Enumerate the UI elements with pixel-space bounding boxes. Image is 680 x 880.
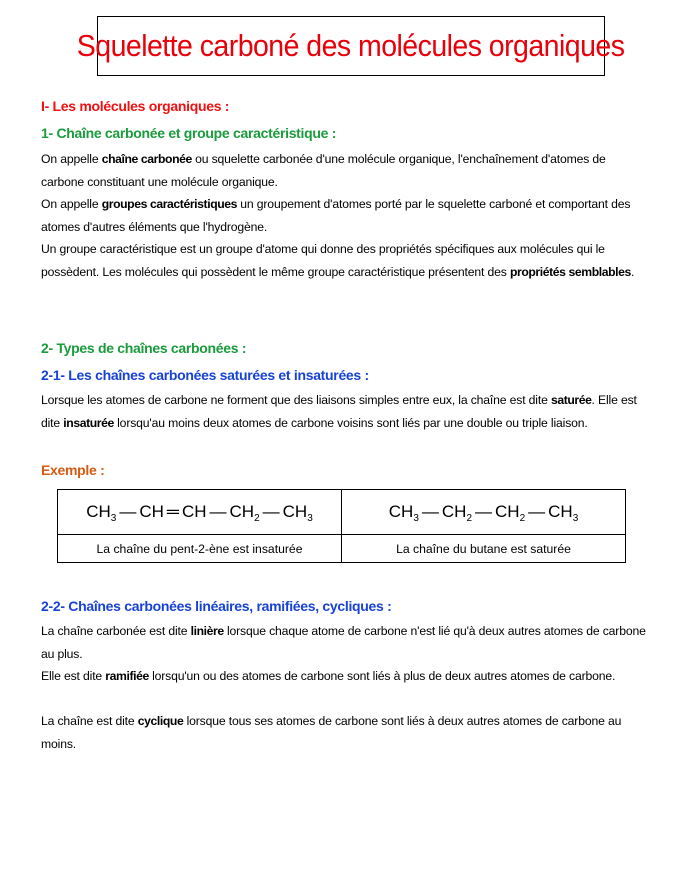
text: On appelle xyxy=(41,152,102,166)
text: Lorsque les atomes de carbone ne forment que des liaisons simples entre eux, la chaîne est dite xyxy=(41,393,551,407)
paragraph-chaine-carbonee xyxy=(41,148,651,193)
subscript: 3 xyxy=(413,513,419,524)
paragraph-ramifiee xyxy=(41,665,651,688)
paragraph-groupes xyxy=(41,193,651,238)
paragraph-groupe-caracteristique xyxy=(41,238,651,283)
caption-butane: La chaîne du butane est saturée xyxy=(342,535,626,563)
example-table xyxy=(57,489,626,563)
single-bond: — xyxy=(262,502,280,521)
caption-pent-2-ene: La chaîne du pent-2-ène est insaturée xyxy=(58,535,342,563)
single-bond: — xyxy=(528,502,546,521)
subscript: 2 xyxy=(254,513,260,524)
single-bond: — xyxy=(421,502,439,521)
text: lorsque tous ses atomes de carbone sont liés à deux autres atomes de carbone au moins. xyxy=(41,714,622,751)
text: . xyxy=(630,264,635,279)
subscript: 2 xyxy=(466,513,472,524)
single-bond: — xyxy=(475,502,492,521)
text: La chaîne est dite xyxy=(41,714,138,728)
term-liniere: linière xyxy=(190,624,224,638)
double-bond: ═ xyxy=(166,502,179,521)
text: La chaîne carbonée est dite xyxy=(41,624,191,638)
subscript: 3 xyxy=(307,513,313,524)
paragraph-cyclique xyxy=(41,710,651,755)
group: CH xyxy=(181,502,207,521)
paragraph-lineaire xyxy=(41,620,651,665)
text: lorsqu'un ou des atomes de carbone sont liés à plus de deux autres atomes de carbone. xyxy=(148,669,616,683)
text: On appelle xyxy=(41,197,102,211)
text: Elle est dite xyxy=(41,669,106,683)
text: lorsque chaque atome de carbone n'est lié qu'à deux autres atomes de carbone au plus. xyxy=(41,624,646,661)
group: CH xyxy=(229,502,255,521)
term-groupes-caracteristiques: groupes caractéristiques xyxy=(101,197,238,211)
term-cyclique: cyclique xyxy=(137,714,184,728)
subsection-heading-lineaires: 2-2- Chaînes carbonées linéaires, ramifiées, cycliques : xyxy=(41,598,392,614)
subsection-heading-saturees: 2-1- Les chaînes carbonées saturées et insaturées : xyxy=(41,367,369,383)
section-heading-molecules: I- Les molécules organiques : xyxy=(41,98,230,114)
group: CH xyxy=(139,502,164,521)
term-insaturee: insaturée xyxy=(63,415,114,430)
term-ramifiee: ramifiée xyxy=(105,669,149,683)
subscript: 2 xyxy=(519,513,526,524)
page-title: Squelette carboné des molécules organiques xyxy=(77,28,625,63)
subscript: 3 xyxy=(110,513,117,524)
term-chaine-carbonee: chaîne carbonée xyxy=(101,152,192,166)
subscript: 3 xyxy=(572,513,579,524)
group: CH xyxy=(441,502,467,521)
single-bond: — xyxy=(209,502,227,521)
text: Un groupe caractéristique est un groupe d'atome qui donne des propriétés spécifiques aux molécules qui le possèdent. Les molécules qui possèdent le même groupe caractéristique présentent des xyxy=(41,242,605,279)
subsection-heading-chaine: 1- Chaîne carbonée et groupe caractéristique : xyxy=(41,125,337,141)
single-bond: — xyxy=(119,502,137,521)
group: CH xyxy=(388,502,414,521)
title-box xyxy=(77,16,625,76)
text: lorsqu'au moins deux atomes de carbone voisins sont liés par une double ou triple liaison. xyxy=(113,415,588,430)
text: . Elle est dite xyxy=(41,393,637,430)
term-proprietes-semblables: propriétés semblables xyxy=(509,264,631,279)
text: ou squelette carbonée d'une molécule organique, l'enchaînement d'atomes de carbone constituant une molécule organique. xyxy=(41,152,606,189)
text: un groupement d'atomes porté par le squelette carboné et comportant des atomes d'autres éléments que l'hydrogène. xyxy=(41,197,631,234)
group: CH xyxy=(548,502,573,521)
formula-pent-2-ene xyxy=(58,490,342,535)
group: CH xyxy=(282,502,308,521)
term-saturee: saturée xyxy=(550,393,592,407)
paragraph-saturees xyxy=(41,389,651,434)
formula-butane xyxy=(342,490,626,535)
example-label: Exemple : xyxy=(41,462,105,478)
subsection-heading-types: 2- Types de chaînes carbonées : xyxy=(41,340,247,356)
group: CH xyxy=(495,502,520,521)
group: CH xyxy=(86,502,111,521)
